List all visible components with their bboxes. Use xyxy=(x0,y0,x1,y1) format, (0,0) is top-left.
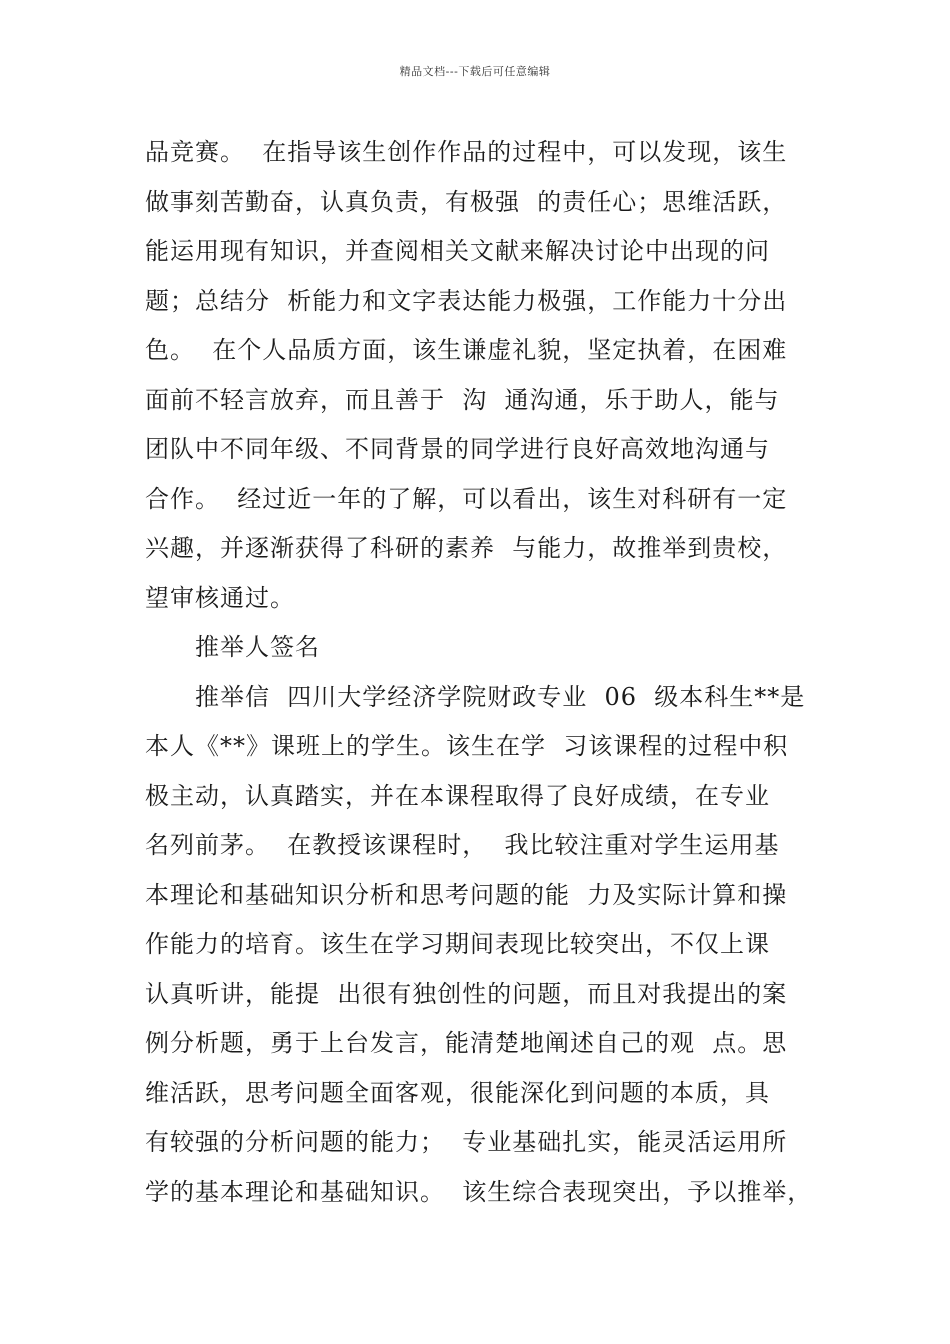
text-line: 名列前茅。 在教授该课程时， 我比较注重对学生运用基 xyxy=(145,831,780,859)
signature-line: 推举人签名 xyxy=(195,633,320,661)
text-line: 望审核通过。 xyxy=(145,583,295,612)
text-line: 极主动，认真踏实，并在本课程取得了良好成绩，在专业 xyxy=(145,781,770,810)
text-line: 面前不轻言放弃，而且善于 沟 通沟通，乐于助人，能与 xyxy=(145,385,780,414)
letter-opening-line: 推举信 四川大学经济学院财政专业 06 级本科生**是 xyxy=(195,682,806,711)
text-line: 例分析题，勇于上台发言，能清楚地阐述自己的观 点。思 xyxy=(145,1029,788,1057)
page-header: 精品文档---下载后可任意编辑 xyxy=(399,65,551,78)
text-line: 本理论和基础知识分析和思考问题的能 力及实际计算和操 xyxy=(145,880,788,909)
text-line: 做事刻苦勤奋，认真负责，有极强 的责任心；思维活跃， xyxy=(145,187,788,216)
text-line: 认真听讲，能提 出很有独创性的问题，而且对我提出的案 xyxy=(145,979,788,1008)
text-line: 兴趣，并逐渐获得了科研的素养 与能力，故推举到贵校， xyxy=(145,534,788,562)
text-line: 能运用现有知识，并查阅相关文献来解决讨论中出现的问 xyxy=(145,237,770,265)
text-line: 学的基本理论和基础知识。 该生综合表现突出，予以推举， xyxy=(145,1177,813,1206)
text-line: 合作。 经过近一年的了解，可以看出，该生对科研有一定 xyxy=(145,484,788,513)
text-line: 维活跃，思考问题全面客观，很能深化到问题的本质，具 xyxy=(145,1078,770,1107)
text-line: 色。 在个人品质方面，该生谦虚礼貌，坚定执着，在困难 xyxy=(145,336,788,364)
text-line: 团队中不同年级、不同背景的同学进行良好高效地沟通与 xyxy=(145,435,770,463)
text-line: 作能力的培育。该生在学习期间表现比较突出，不仅上课 xyxy=(145,930,770,958)
text-line: 品竞赛。 在指导该生创作作品的过程中，可以发现，该生 xyxy=(145,138,788,166)
text-line: 本人《**》课班上的学生。该生在学 习该课程的过程中积 xyxy=(145,732,789,760)
document-body xyxy=(145,128,815,1217)
text-line: 有较强的分析问题的能力； 专业基础扎实，能灵活运用所 xyxy=(145,1128,788,1156)
text-line: 题；总结分 析能力和文字表达能力极强，工作能力十分出 xyxy=(145,286,788,315)
